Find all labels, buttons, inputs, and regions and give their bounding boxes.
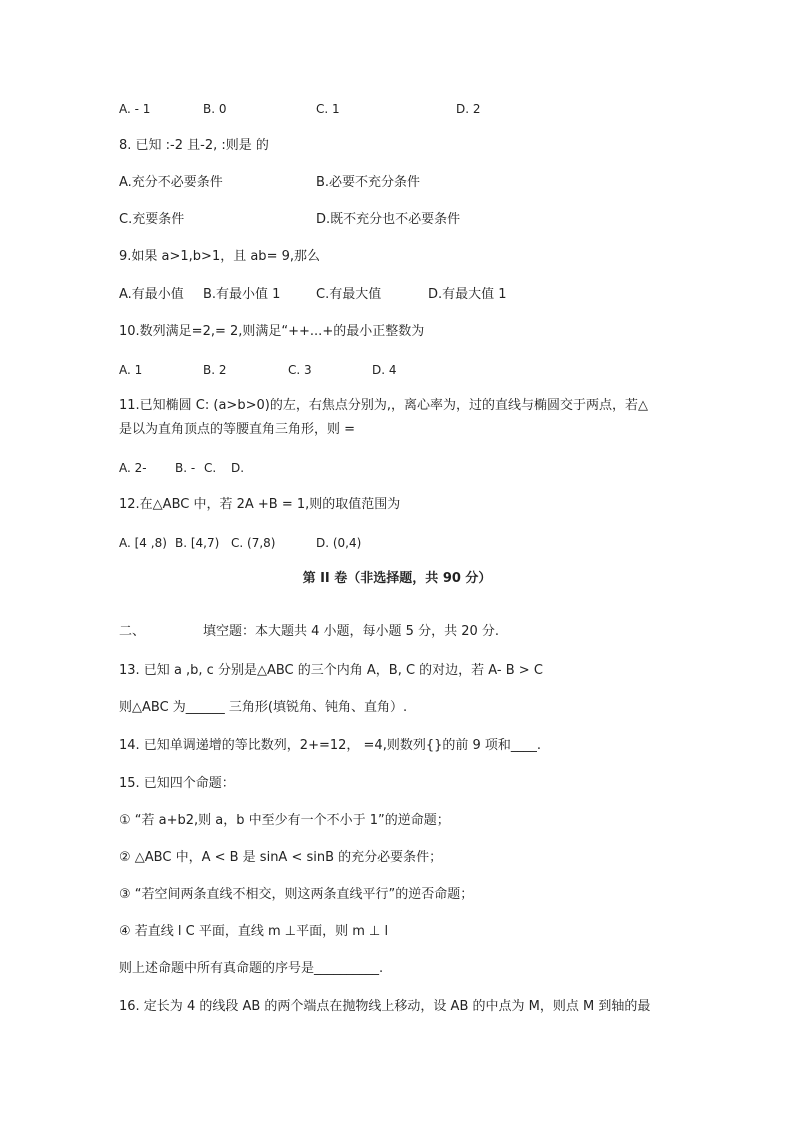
q10-option-a: A. 1: [119, 363, 143, 377]
q12-option-d: D. (0,4): [316, 536, 362, 550]
q15-conclusion: 则上述命题中所有真命题的序号是__________.: [119, 961, 384, 976]
q8-option-a: A.充分不必要条件: [119, 175, 223, 190]
q11-option-a: A. 2-: [119, 461, 147, 475]
q15-item-2: ② △ABC 中，A < B 是 sinA < sinB 的充分必要条件；: [119, 850, 443, 865]
q15-item-1: ① “若 a+b2,则 a，b 中至少有一个不小于 1”的逆命题；: [119, 813, 450, 828]
q11-option-b: B. -: [175, 461, 196, 475]
q16-stem: 16. 定长为 4 的线段 AB 的两个端点在抛物线上移动，设 AB 的中点为 M，则点 M 到轴的最: [119, 999, 651, 1014]
q12-option-a: A. [4 ,8): [119, 536, 167, 550]
q13-line1: 13. 已知 a ,b, c 分别是△ABC 的三个内角 A，B, C 的对边，若 A- B > C: [119, 663, 543, 678]
q8-option-c: C.充要条件: [119, 212, 185, 227]
q8-option-d: D.既不充分也不必要条件: [316, 212, 461, 227]
q7-option-d: D. 2: [456, 102, 481, 116]
q11-stem-line1: 11.已知椭圆 C: (a>b>0)的左，右焦点分别为,，离心率为，过的直线与椭圆交于两点，若△: [119, 398, 648, 413]
q9-option-c: C.有最大值: [316, 287, 382, 302]
q12-stem: 12.在△ABC 中，若 2A +B = 1,则的取值范围为: [119, 497, 401, 512]
q13-line2: 则△ABC 为______ 三角形(填锐角、钝角、直角）.: [119, 700, 408, 715]
q15-item-4: ④ 若直线 l C 平面，直线 m ⊥平面，则 m ⊥ l: [119, 924, 389, 939]
q8-stem: 8. 已知 :-2 且-2, :则是 的: [119, 138, 269, 153]
q12-option-b: B. [4,7): [175, 536, 220, 550]
q11-option-d: D.: [231, 461, 245, 475]
q15-stem: 15. 已知四个命题：: [119, 776, 235, 791]
q11-stem-line2: 是以为直角顶点的等腰直角三角形，则 =: [119, 422, 356, 437]
q15-item-3: ③ “若空间两条直线不相交，则这两条直线平行”的逆否命题；: [119, 887, 474, 902]
q7-option-a: A. - 1: [119, 102, 151, 116]
q8-option-b: B.必要不充分条件: [316, 175, 421, 190]
q10-option-b: B. 2: [203, 363, 227, 377]
section2-number: 二、: [119, 624, 146, 639]
q9-option-d: D.有最大值 1: [428, 287, 507, 302]
q12-option-c: C. (7,8): [231, 536, 276, 550]
q9-option-b: B.有最小值 1: [203, 287, 281, 302]
q10-option-d: D. 4: [372, 363, 397, 377]
q14-stem: 14. 已知单调递增的等比数列，2+=12， =4,则数列{}的前 9 项和____.: [119, 738, 542, 753]
section-title: 第 II 卷（非选择题，共 90 分）: [302, 571, 492, 586]
q7-option-b: B. 0: [203, 102, 227, 116]
q10-option-c: C. 3: [288, 363, 312, 377]
q9-option-a: A.有最小值: [119, 287, 184, 302]
q9-stem: 9.如果 a>1,b>1，且 ab= 9,那么: [119, 249, 320, 264]
q10-stem: 10.数列满足=2,= 2,则满足“++...+的最小正整数为: [119, 324, 425, 339]
q11-option-c: C.: [204, 461, 217, 475]
section2-text: 填空题：本大题共 4 小题，每小题 5 分，共 20 分.: [203, 624, 500, 639]
q7-option-c: C. 1: [316, 102, 340, 116]
